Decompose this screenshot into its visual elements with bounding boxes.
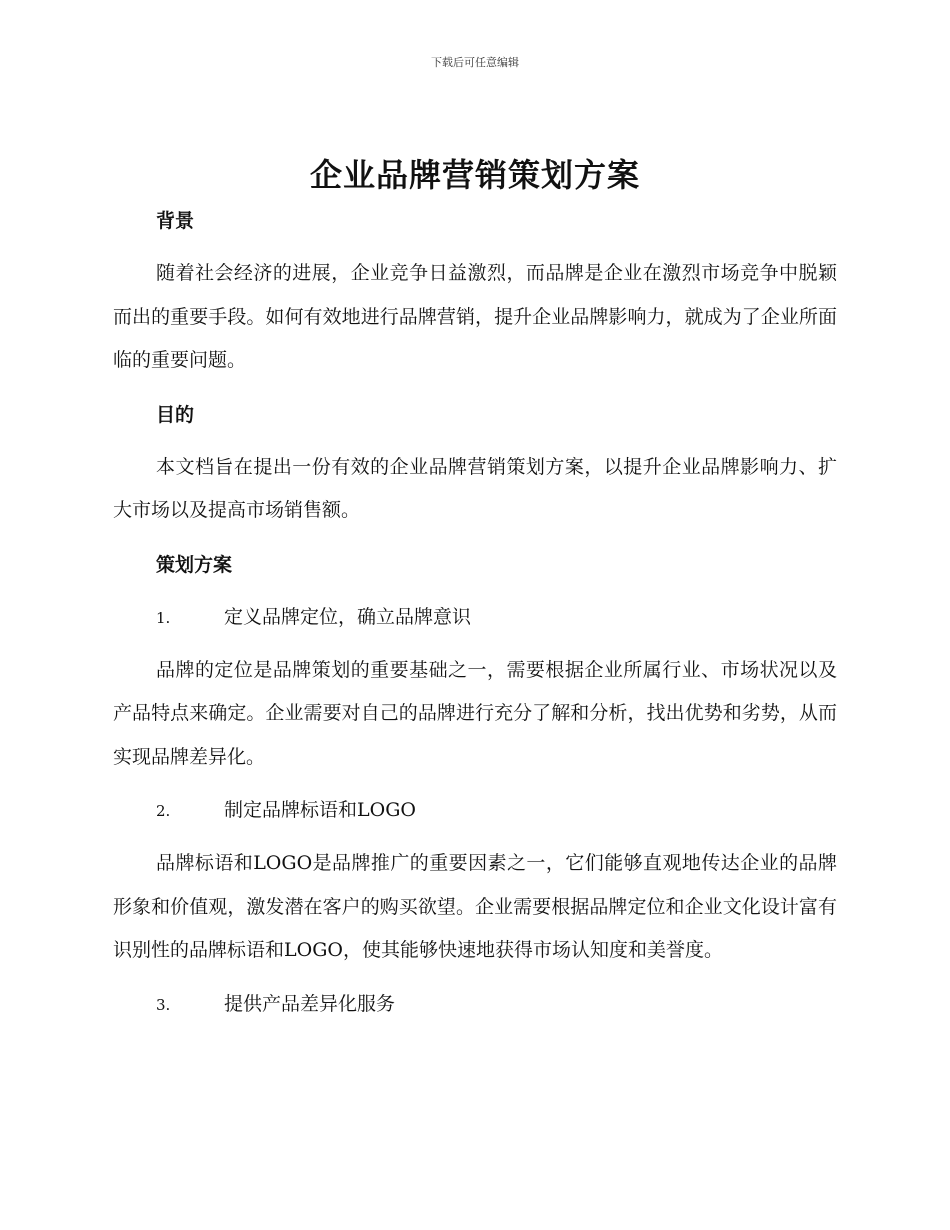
list-item-2 — [113, 789, 837, 832]
list-item-3 — [113, 983, 837, 1026]
paragraph-item-2: 品牌标语和LOGO是品牌推广的重要因素之一，它们能够直观地传达企业的品牌形象和价值观，激发潜在客户的购买欲望。企业需要根据品牌定位和企业文化设计富有识别性的品牌标语和LOGO，使其能够快速地获得市场认知度和美誉度。 — [113, 852, 837, 961]
paragraph-item-1: 品牌的定位是品牌策划的重要基础之一，需要根据企业所属行业、市场状况以及产品特点来确定。企业需要对自己的品牌进行充分了解和分析，找出优势和劣势，从而实现品牌差异化。 — [113, 658, 837, 768]
section-heading-background: 背景 — [156, 210, 195, 232]
section-heading-purpose: 目的 — [156, 403, 195, 426]
list-number: 3. — [156, 995, 171, 1014]
list-item-title: 制定品牌标语和LOGO — [224, 799, 416, 821]
paragraph-background: 随着社会经济的进展，企业竞争日益激烈，而品牌是企业在激烈市场竞争中脱颖而出的重要手段。如何有效地进行品牌营销，提升企业品牌影响力，就成为了企业所面临的重要问题。 — [113, 262, 837, 371]
list-number: 1. — [156, 608, 171, 627]
list-item-title: 提供产品差异化服务 — [224, 992, 396, 1015]
list-number: 2. — [156, 802, 171, 820]
document-title: 企业品牌营销策划方案 — [309, 156, 640, 194]
list-item-1 — [113, 596, 837, 639]
list-item-title: 定义品牌定位，确立品牌意识 — [224, 605, 472, 628]
section-heading-plan: 策划方案 — [156, 553, 233, 576]
header-note: 下载后可任意编辑 — [431, 56, 519, 69]
document-body — [113, 200, 837, 1026]
paragraph-purpose: 本文档旨在提出一份有效的企业品牌营销策划方案，以提升企业品牌影响力、扩大市场以及提高市场销售额。 — [113, 455, 837, 521]
